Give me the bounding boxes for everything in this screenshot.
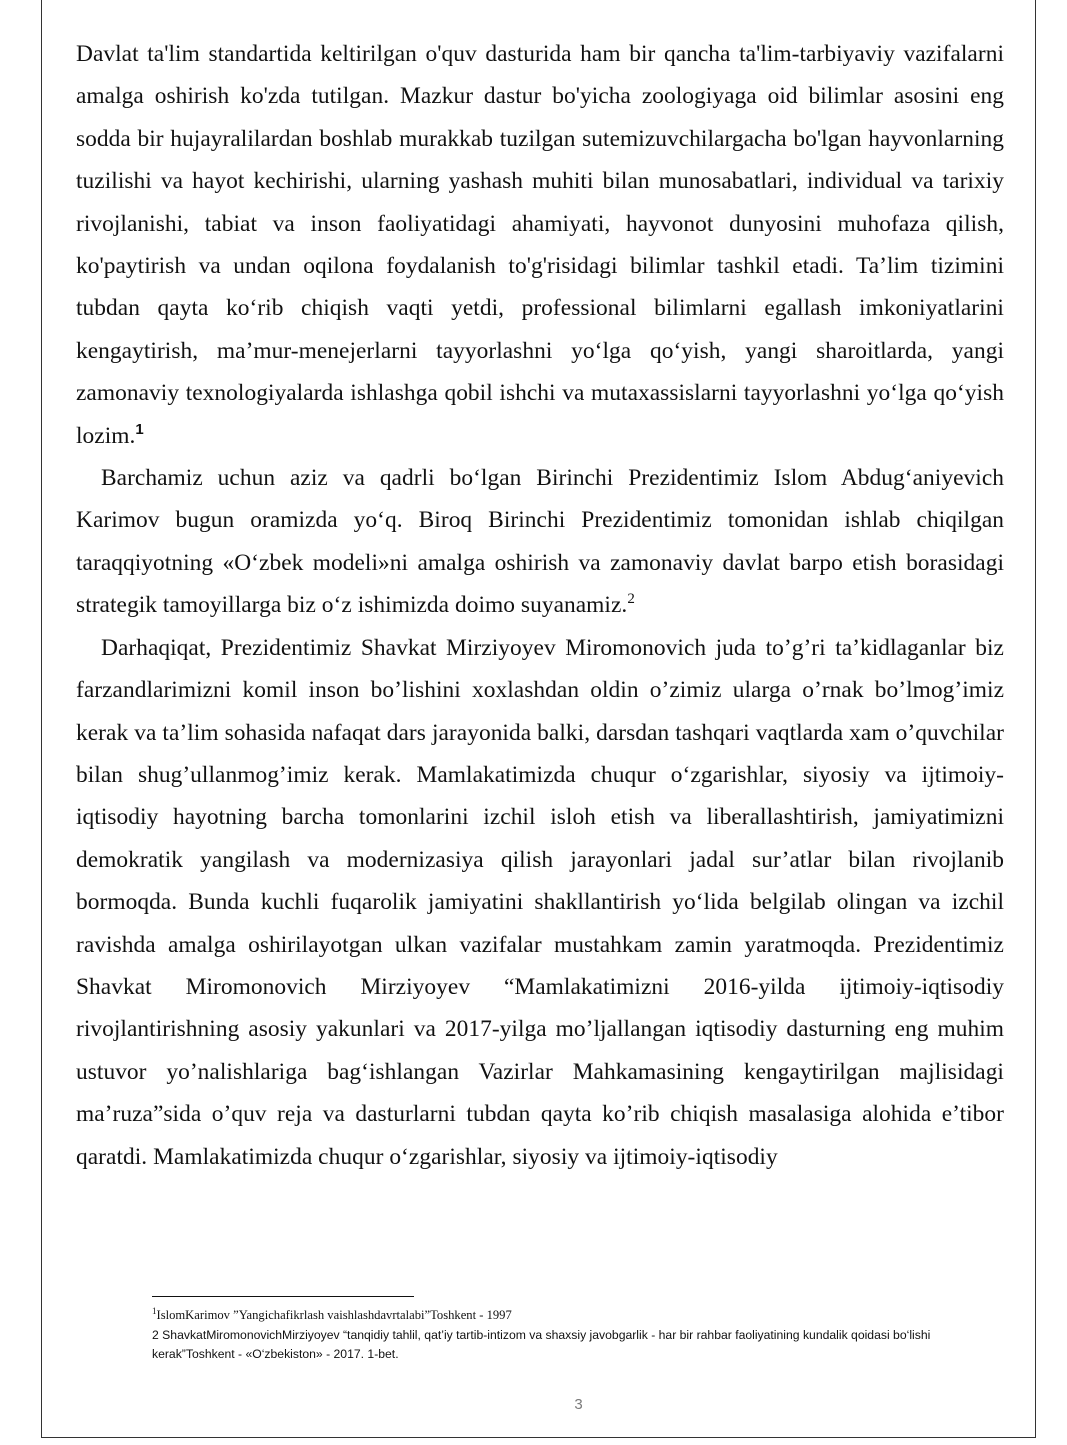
paragraph-first-president xyxy=(76,457,1004,627)
footnotes xyxy=(152,1306,992,1365)
footnote-mark: 1 xyxy=(152,1306,157,1316)
paragraph-text: Davlat ta'lim standartida keltirilgan o'quv dasturida ham bir qancha ta'lim-tarbiyaviy vazifalarni amalga oshirish ko'zda tutilgan. Mazkur dastur bo'yicha zoologiyaga oid bilimlar asosini eng sodda bir hujayralilardan boshlab murakkab tuzilgan sutemizuvchilargacha bo'lgan hayvonlarning tuzilishi va hayot kechirishi, ularning yashash muhiti bilan munosabatlari, individual va tarixiy rivojlanishi, tabiat va inson faoliyatidagi ahamiyati, hayvonot dunyosini muhofaza qilish, ko'paytirish va undan oqilona foydalanish to'g'risidagi bilimlar tashkil etadi. Ta’lim tizimini tubdan qayta ko‘rib chiqish vaqti yetdi, professional bilimlarni egallash imkoniyatlarini kengaytirish, ma’mur-menejerlarni tayyorlashni yo‘lga qo‘yish, yangi sharoitlarda, yangi zamonaviy texnologiyalarda ishlashga qobil ishchi va mutaxassislarni tayyorlashni yo‘lga qo‘yish lozim. xyxy=(76,41,1004,449)
footnote-1 xyxy=(152,1306,992,1326)
footnote-2 xyxy=(152,1326,992,1365)
paragraph-text: Darhaqiqat, Prezidentimiz Shavkat Mirziyoyev Miromonovich juda to’g’ri ta’kidlaganlar biz farzandlarimizni komil inson bo’lishini xoxlashdan oldin o’zimiz ularga o’rnak bo’lmog’imiz kerak va ta’lim sohasida nafaqat dars jarayonida balki, darsdan tashqari vaqtlarda xam o’quvchilar bilan shug’ullanmog’imiz kerak. Mamlakatimizda chuqur o‘zgarishlar, siyosiy va ijtimoiy-iqtisodiy hayotning barcha tomonlarini izchil isloh etish va liberallashtirish, jamiyatimizni demokratik yangilash va modernizasiya qilish jarayonlari jadal sur’atlar bilan rivojlanib bormoqda. Bunda kuchli fuqarolik jamiyatini shakllantirish yo‘lida belgilab olingan va izchil ravishda amalga oshirilayotgan ulkan vazifalar mustahkam zamin yaratmoqda. Prezidentimiz Shavkat Miromonovich Mirziyoyev “Mamlakatimizni 2016-yilda ijtimoiy-iqtisodiy rivojlantirishning asosiy yakunlari va 2017-yilga mo’ljallangan iqtisodiy dasturning eng muhim ustuvor yo’nalishlariga bag‘ishlangan Vazirlar Mahkamasining kengaytirilgan majlisidagi ma’ruza”sida o’quv reja va dasturlarni tubdan qayta ko’rib chiqish masalasiga alohida e’tibor qaratdi. Mamlakatimizda chuqur o‘zgarishlar, siyosiy va ijtimoiy-iqtisodiy xyxy=(76,634,1004,1170)
footnote-ref[interactable]: 1 xyxy=(135,420,144,438)
footnote-text: 2 ShavkatMiromonovichMirziyoyev “tanqidiy tahlil, qat’iy tartib-intizom va shaxsiy javobgarlik - har bir rahbar faoliyatining kundalik qoidasi bo‘lishi kerak”Toshkent - «O‘zbekiston» - 2017. 1-bet. xyxy=(152,1327,931,1361)
footnote-ref[interactable]: 2 xyxy=(627,591,635,608)
document-body xyxy=(76,33,1004,1178)
paragraph-standards xyxy=(76,33,1004,457)
footnote-separator xyxy=(152,1296,414,1297)
footnote-text: IslomKarimov ”Yangichafikrlash vaishlashdavrtalabi”Toshkent - 1997 xyxy=(156,1308,512,1322)
page-number: 3 xyxy=(574,1396,583,1413)
paragraph-mirziyoyev xyxy=(76,627,1004,1178)
paragraph-text: Barchamiz uchun aziz va qadrli bo‘lgan Birinchi Prezidentimiz Islom Abdug‘aniyevich Karimov bugun oramizda yo‘q. Biroq Birinchi Prezidentimiz tomonidan ishlab chiqilgan taraqqiyotning «O‘zbek modeli»ni amalga oshirish va zamonaviy davlat barpo etish borasidagi strategik tamoyillarga biz o‘z ishimizda doimo suyanamiz. xyxy=(76,465,1004,619)
